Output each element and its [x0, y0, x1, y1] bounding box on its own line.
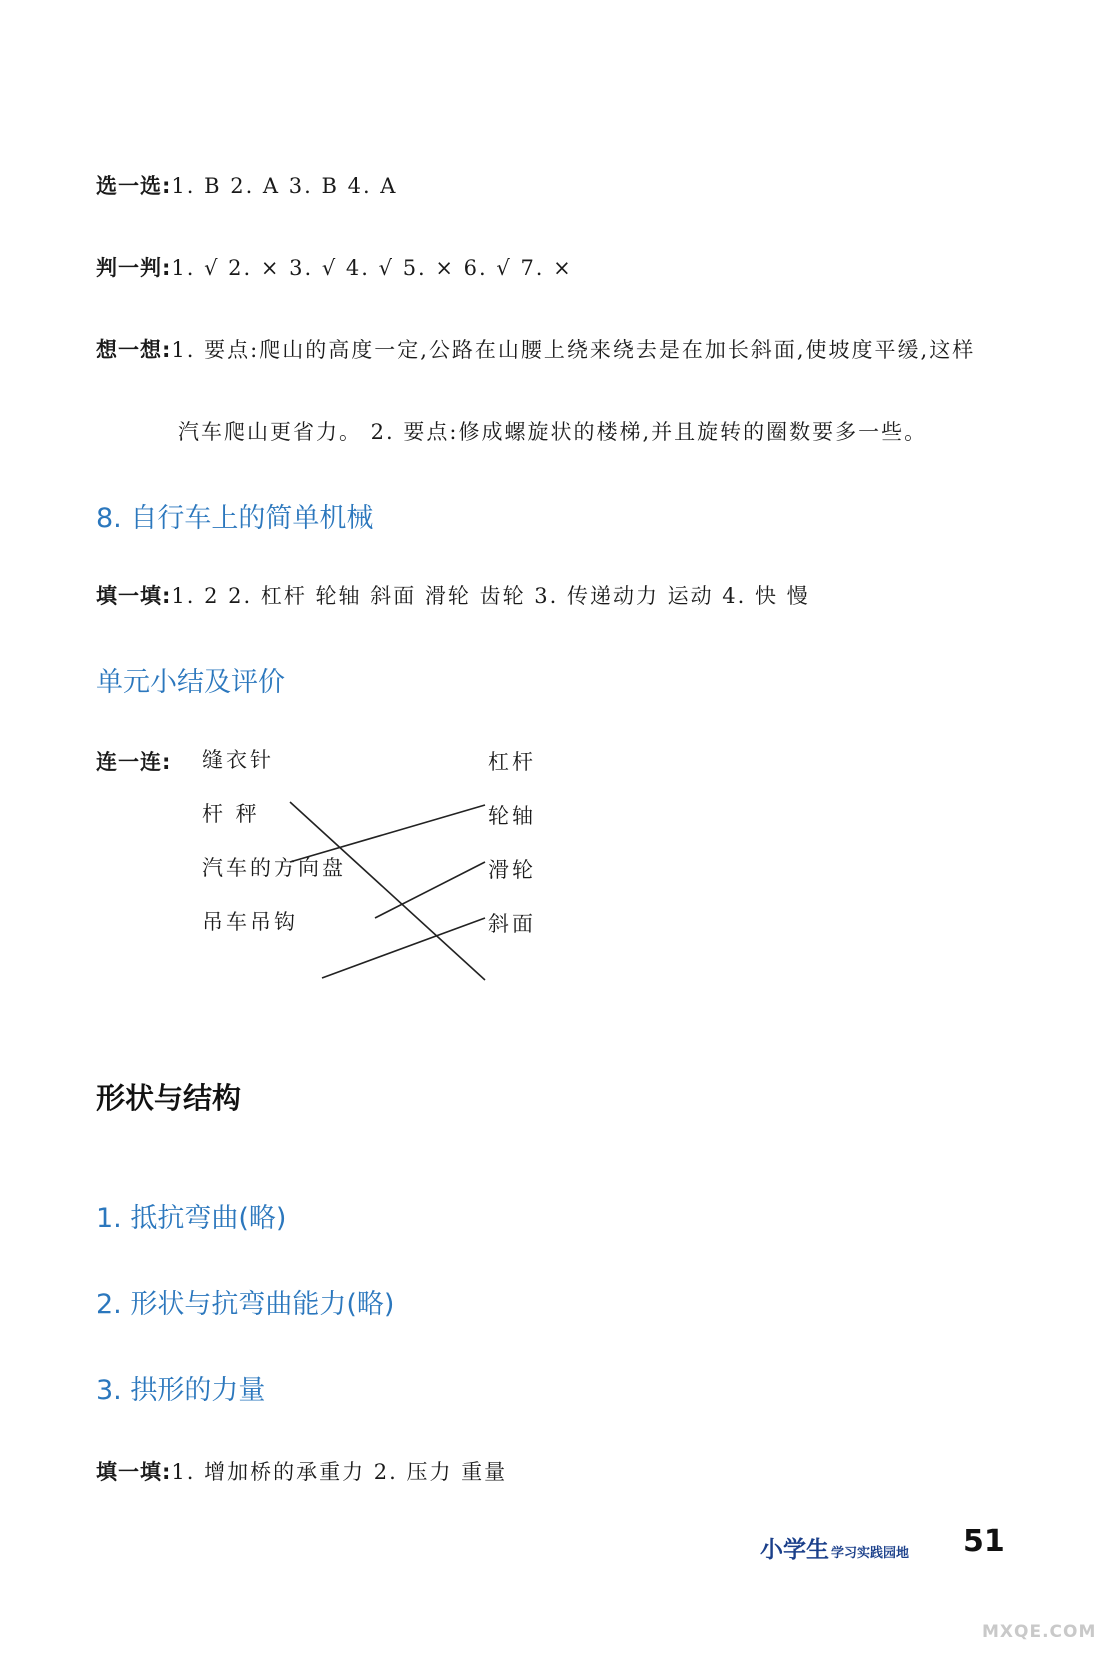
footer-brand	[760, 1531, 909, 1564]
fill-answers-2	[96, 1456, 507, 1486]
judge-text: 1. √ 2. × 3. √ 4. √ 5. × 6. √ 7. ×	[171, 256, 573, 280]
match-label: 连一连:	[96, 750, 172, 774]
section-3-title: 3. 拱形的力量	[96, 1375, 266, 1406]
match-line-2	[290, 805, 485, 862]
section-2-title: 2. 形状与抗弯曲能力(略)	[96, 1289, 395, 1320]
match-right-1: 杠杆	[488, 750, 536, 774]
think-line-1: 1. 要点:爬山的高度一定,公路在山腰上绕来绕去是在加长斜面,使坡度平缓,这样	[171, 338, 976, 362]
fill-label-1: 填一填:	[96, 584, 172, 608]
fill-label-2: 填一填:	[96, 1460, 172, 1484]
unit-summary-title: 单元小结及评价	[96, 667, 285, 698]
match-right-2: 轮轴	[488, 804, 536, 828]
match-left-2: 杆 秤	[202, 802, 260, 826]
unit-title: 形状与结构	[96, 1081, 242, 1115]
choice-label: 选一选:	[96, 174, 172, 198]
match-line-3	[375, 862, 485, 918]
match-left-1: 缝衣针	[202, 748, 274, 772]
brand-main: 小学生	[760, 1537, 829, 1563]
section-8-title: 8. 自行车上的简单机械	[96, 503, 374, 534]
match-right-3: 滑轮	[488, 858, 536, 882]
page-number: 51	[963, 1524, 1005, 1559]
section-1-title: 1. 抵抗弯曲(略)	[96, 1203, 287, 1234]
match-line-4	[322, 918, 485, 978]
fill-text-1: 1. 2 2. 杠杆 轮轴 斜面 滑轮 齿轮 3. 传递动力 运动 4. 快 慢	[171, 584, 810, 608]
watermark-text: MXQE.COM	[982, 1622, 1097, 1642]
choice-text: 1. B 2. A 3. B 4. A	[171, 174, 398, 198]
match-left-3: 汽车的方向盘	[202, 856, 346, 880]
match-right-4: 斜面	[488, 912, 536, 936]
brand-sub: 学习实践园地	[831, 1546, 910, 1561]
fill-text-2: 1. 增加桥的承重力 2. 压力 重量	[171, 1460, 508, 1484]
match-left-4: 吊车吊钩	[202, 910, 298, 934]
think-label: 想一想:	[96, 338, 172, 362]
judge-label: 判一判:	[96, 256, 172, 280]
think-line-2: 汽车爬山更省力。 2. 要点:修成螺旋状的楼梯,并且旋转的圈数要多一些。	[178, 420, 928, 444]
